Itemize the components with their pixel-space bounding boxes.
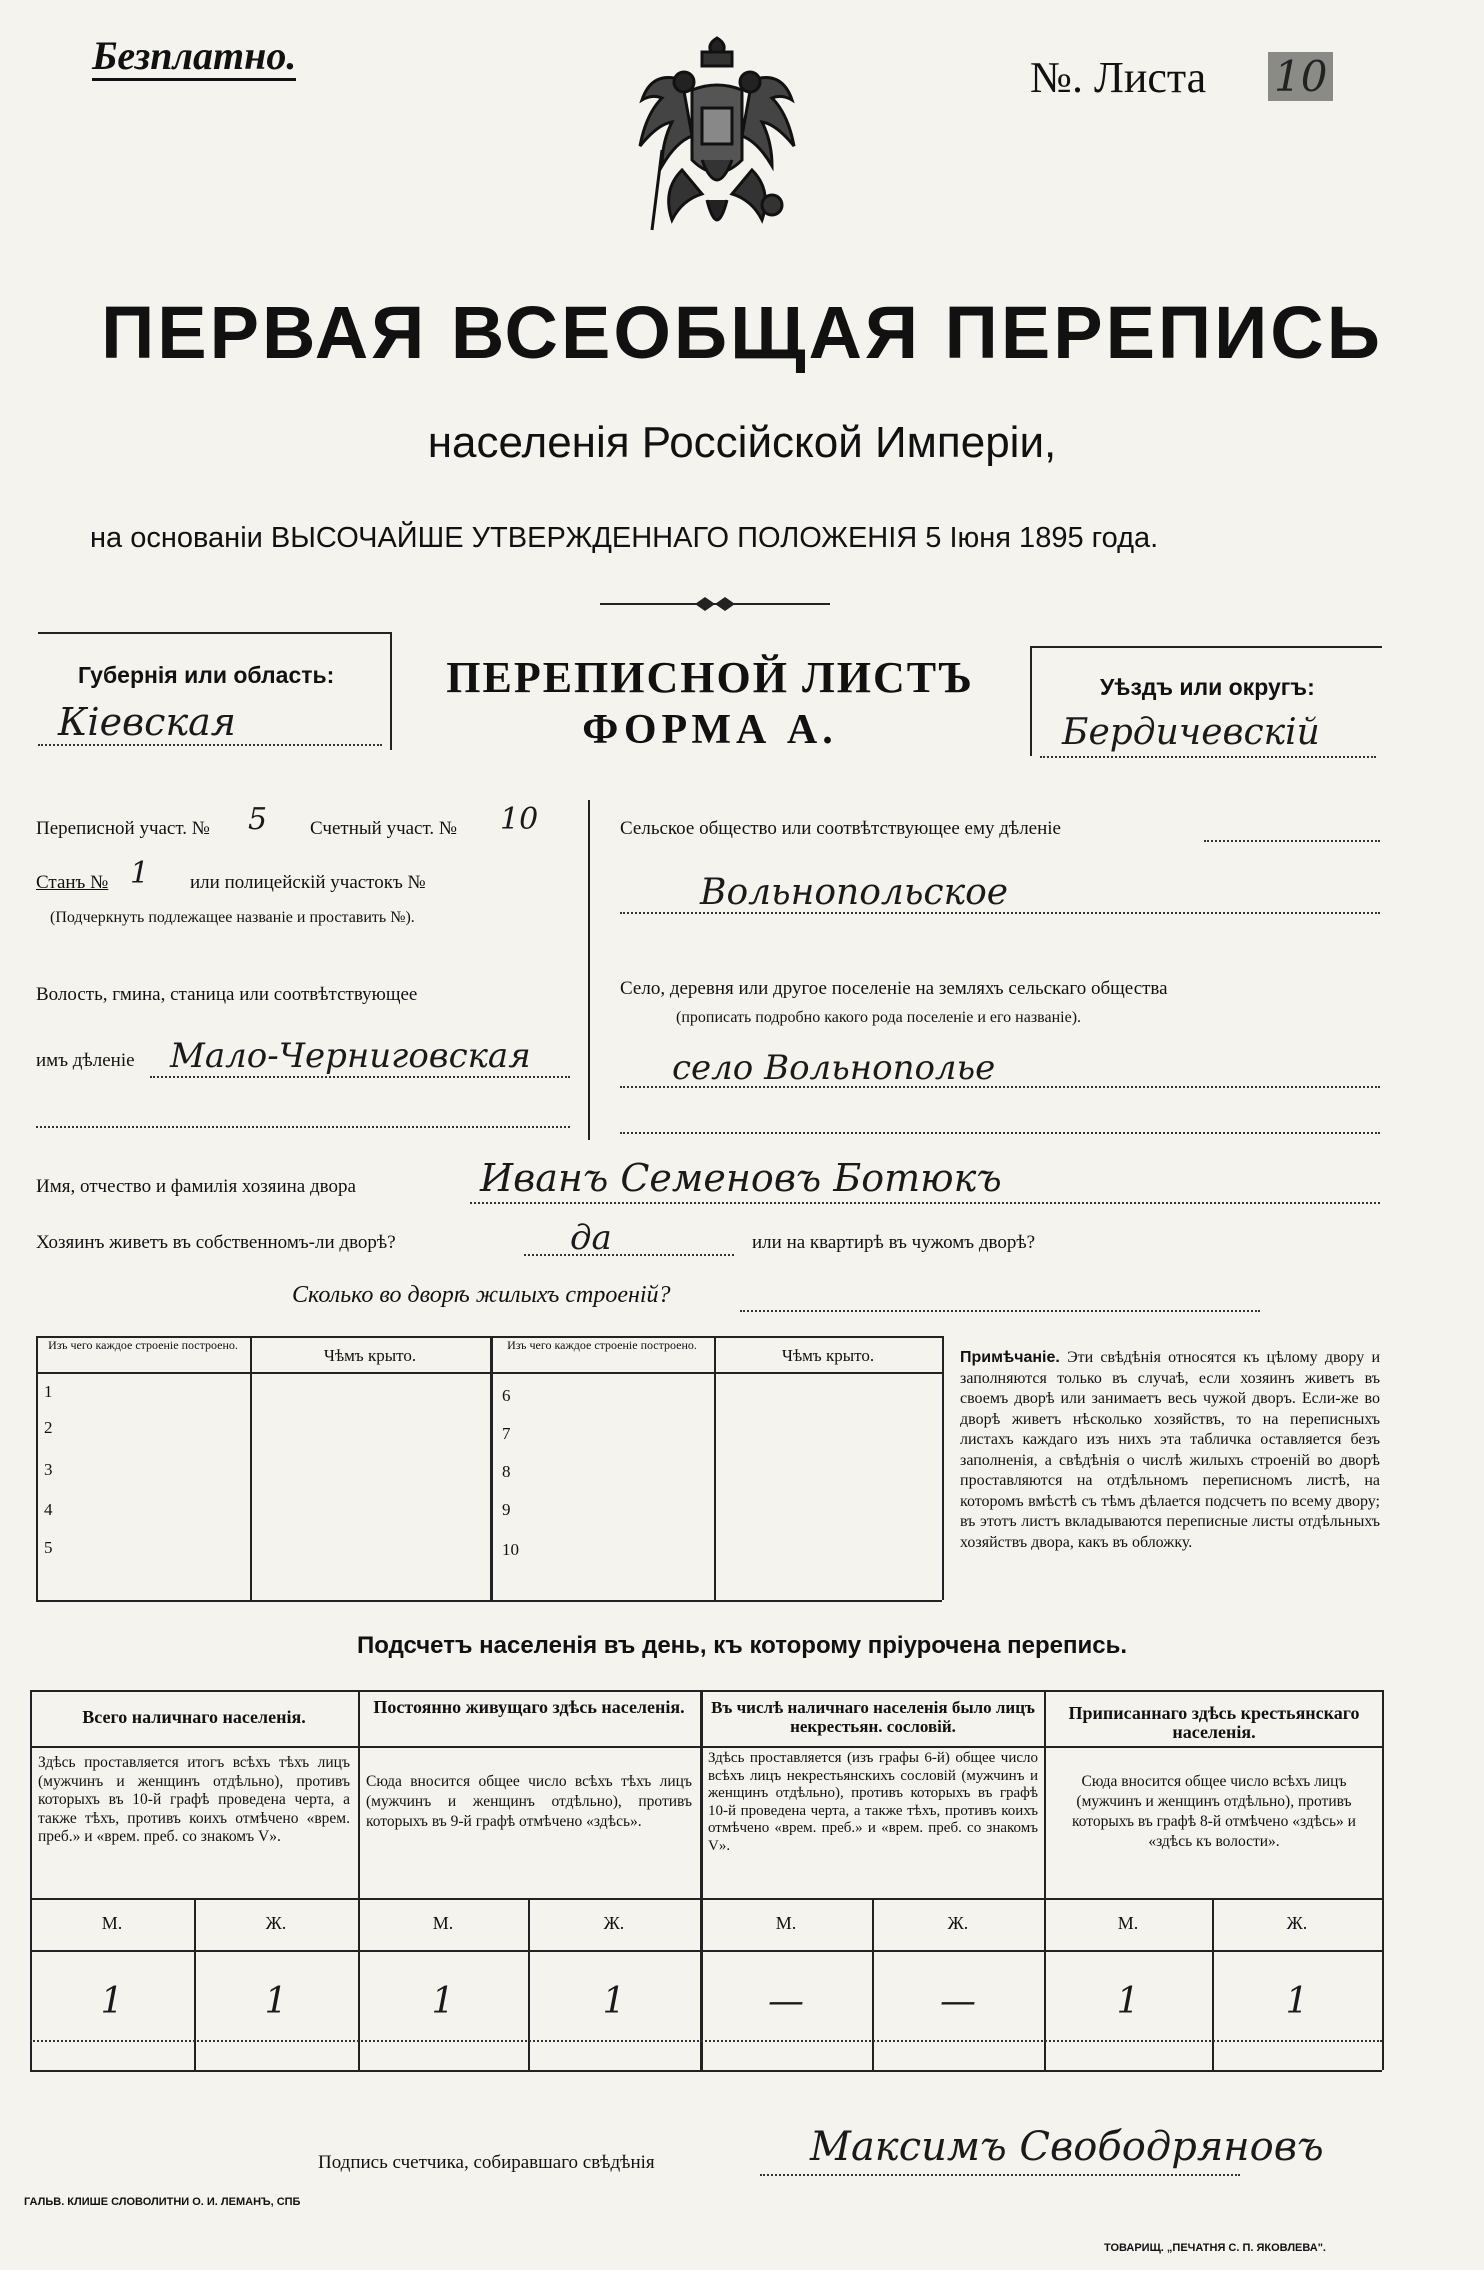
count-section-label: Счетный участ. № xyxy=(310,818,457,839)
own-yard-label: Хозяинъ живетъ въ собственномъ-ли дворѣ? xyxy=(36,1232,396,1253)
census-section-label: Переписной участ. № xyxy=(36,818,210,839)
printer-right: ТОВАРИЩ. „ПЕЧАТНЯ С. П. ЯКОВЛЕВА". xyxy=(1104,2242,1326,2254)
own-yard-value: да xyxy=(570,1218,612,1258)
pop-col-3-desc: Здѣсь проставляется (изъ графы 6-й) общее число всѣхъ лицъ некрестьянскихъ сословій (мужчинъ и женщинъ отдѣльно), противъ которыхъ въ графѣ 10-й проведена черта, а также тѣхъ, противъ коихъ отмѣчено «врем. преб.» и «врем. преб. со знакомъ V». xyxy=(708,1750,1038,1854)
pop-col-4-f-value: 1 xyxy=(1285,1981,1309,2022)
district-value: Бердичевскій xyxy=(1062,712,1320,753)
stan-label: Станъ № xyxy=(36,872,109,893)
society-label: Сельское общество или соотвѣтствующее ему дѣленіе xyxy=(620,818,1061,839)
volost-label: Волость, гмина, станица или соотвѣтствующее xyxy=(36,984,418,1005)
pop-col-3-f-value: — xyxy=(940,1981,976,2022)
pop-col-4-desc: Сюда вносится общее число всѣхъ лицъ (мужчинъ и женщинъ отдѣльно), противъ которыхъ въ графѣ 8-й отмѣчено «здѣсь» и «здѣсь къ волости». xyxy=(1072,1773,1356,1850)
sheet-number-label: №. Листа xyxy=(1030,53,1207,102)
note-text: Эти свѣдѣнія относятся къ цѣлому двору и заполняются только въ случаѣ, если хозяинъ живетъ въ своемъ дворѣ или занимаетъ весь чужой дворъ. Если-же во дворѣ живетъ нѣсколько хозяйствъ, то на переписныхъ листахъ каждаго изъ нихъ эта табличка оставляется безъ заполненія, а свѣдѣнія о числѣ жилыхъ строеній во дворѣ проставляются на отдѣльномъ переписномъ листѣ, на которомъ вмѣстѣ съ тѣмъ дѣлается подсчетъ по всему двору; въ этотъ листъ вкладываются переписные листы отдѣльныхъ хозяйствъ двора, какъ въ обложку. xyxy=(960,1349,1381,1551)
free-label: Безплатно. xyxy=(92,34,296,81)
pop-col-4-m-value: 1 xyxy=(1116,1981,1140,2022)
signature-value: Максимъ Свободряновъ xyxy=(810,2124,1324,2170)
table-row: 7 xyxy=(502,1424,511,1443)
stan-value: 1 xyxy=(130,856,150,891)
volost-label-2: имъ дѣленіе xyxy=(36,1050,135,1071)
census-section-value: 5 xyxy=(248,802,268,837)
table-row: 5 xyxy=(44,1538,53,1557)
imperial-eagle-emblem xyxy=(622,30,812,255)
pop-col-2-f-value: 1 xyxy=(602,1981,626,2022)
col-material-right: Изъ чего каждое строеніе построено. xyxy=(507,1338,697,1352)
pop-col-3-header: Въ числѣ наличнаго населенія было лицъ некрестьян. сословій. xyxy=(711,1698,1035,1736)
pop-col-4-m-label: М. xyxy=(1117,1913,1139,1933)
printer-left: ГАЛЬВ. КЛИШЕ СЛОВОЛИТНИ О. И. ЛЕМАНЪ, СПБ xyxy=(24,2196,301,2208)
col-material-left: Изъ чего каждое строеніе построено. xyxy=(48,1338,238,1352)
col-roof-right: Чѣмъ крыто. xyxy=(781,1346,875,1365)
table-row: 9 xyxy=(502,1500,511,1519)
pop-col-1-f-label: Ж. xyxy=(265,1913,287,1933)
province-value: Кіевская xyxy=(58,700,236,744)
pop-col-2-m-label: М. xyxy=(432,1913,454,1933)
table-row: 4 xyxy=(44,1500,53,1519)
col-roof-left: Чѣмъ крыто. xyxy=(323,1346,417,1365)
pop-col-1-m-value: 1 xyxy=(100,1981,124,2022)
sheet-title: ПЕРЕПИСНОЙ ЛИСТЪ xyxy=(446,653,974,702)
pop-col-2-m-value: 1 xyxy=(431,1981,455,2022)
note-title: Примѣчаніе. xyxy=(960,1349,1060,1366)
sheet-number-value: 10 xyxy=(1268,52,1333,101)
table-row: 6 xyxy=(502,1386,511,1405)
pop-col-2-desc: Сюда вносится общее число всѣхъ тѣхъ лицъ (мужчинъ и женщинъ отдѣльно), противъ которыхъ въ 9-й графѣ отмѣчено «здѣсь». xyxy=(366,1773,692,1830)
pop-col-2-f-label: Ж. xyxy=(603,1913,625,1933)
district-label: Уѣздъ или округъ: xyxy=(1100,674,1315,700)
note-block xyxy=(960,1348,1380,1553)
underline-note: (Подчеркнуть подлежащее названіе и проставить №). xyxy=(50,909,415,926)
pop-col-1-m-label: М. xyxy=(101,1913,123,1933)
police-label: или полицейскій участокъ № xyxy=(190,872,426,893)
count-section-value: 10 xyxy=(500,802,539,837)
pop-col-2-header: Постоянно живущаго здѣсь населенія. xyxy=(373,1697,685,1717)
pop-col-4-f-label: Ж. xyxy=(1286,1913,1308,1933)
subtitle: населенія Россійской Имперіи, xyxy=(427,418,1057,467)
pop-col-3-f-label: Ж. xyxy=(947,1913,969,1933)
pop-col-1-desc: Здѣсь проставляется итогъ всѣхъ тѣхъ лицъ (мужчинъ и женщинъ отдѣльно), противъ которыхъ въ 10-й графѣ проведена черта, а также тѣхъ, противъ коихъ отмѣчено «врем. преб.» и «врем. преб. со знакомъ V». xyxy=(38,1754,350,1845)
pop-col-1-header: Всего наличнаго населенія. xyxy=(82,1707,306,1727)
pop-col-1-f-value: 1 xyxy=(264,1981,288,2022)
buildings-label: Сколько во дворѣ жилыхъ строеній? xyxy=(292,1282,671,1308)
table-row: 8 xyxy=(502,1462,511,1481)
province-label: Губернія или область: xyxy=(78,662,335,688)
table-row: 10 xyxy=(502,1540,519,1559)
basis-line: на основаніи ВЫСОЧАЙШЕ УТВЕРЖДЕННАГО ПОЛОЖЕНІЯ 5 Іюня 1895 года. xyxy=(90,522,1159,554)
table-row: 1 xyxy=(44,1382,53,1401)
pop-col-3-m-value: — xyxy=(768,1981,804,2022)
signature-label: Подпись счетчика, собиравшаго свѣдѣнія xyxy=(318,2152,655,2173)
rent-label: или на квартирѣ въ чужомъ дворѣ? xyxy=(752,1232,1036,1253)
owner-name-value: Иванъ Семеновъ Ботюкъ xyxy=(480,1156,1002,1200)
volost-value: Мало-Черниговская xyxy=(170,1036,531,1076)
pop-col-3-m-label: М. xyxy=(775,1913,797,1933)
society-value: Вольнопольское xyxy=(700,872,1009,913)
main-title: ПЕРВАЯ ВСЕОБЩАЯ ПЕРЕПИСЬ xyxy=(101,291,1383,374)
ornamental-divider xyxy=(600,594,830,614)
village-note: (прописать подробно какого рода поселеніе и его названіе). xyxy=(676,1009,1082,1026)
village-label: Село, деревня или другое поселеніе на земляхъ сельскаго общества xyxy=(620,978,1168,999)
owner-name-label: Имя, отчество и фамилія хозяина двора xyxy=(36,1176,356,1197)
population-title: Подсчетъ населенія въ день, къ которому пріурочена перепись. xyxy=(357,1632,1127,1659)
table-row: 2 xyxy=(44,1418,53,1437)
pop-col-4-header: Приписаннаго здѣсь крестьянскаго населенія. xyxy=(1068,1703,1360,1742)
form-title: ФОРМА А. xyxy=(582,707,838,753)
table-row: 3 xyxy=(44,1460,53,1479)
village-value: село Вольнополье xyxy=(672,1048,996,1088)
